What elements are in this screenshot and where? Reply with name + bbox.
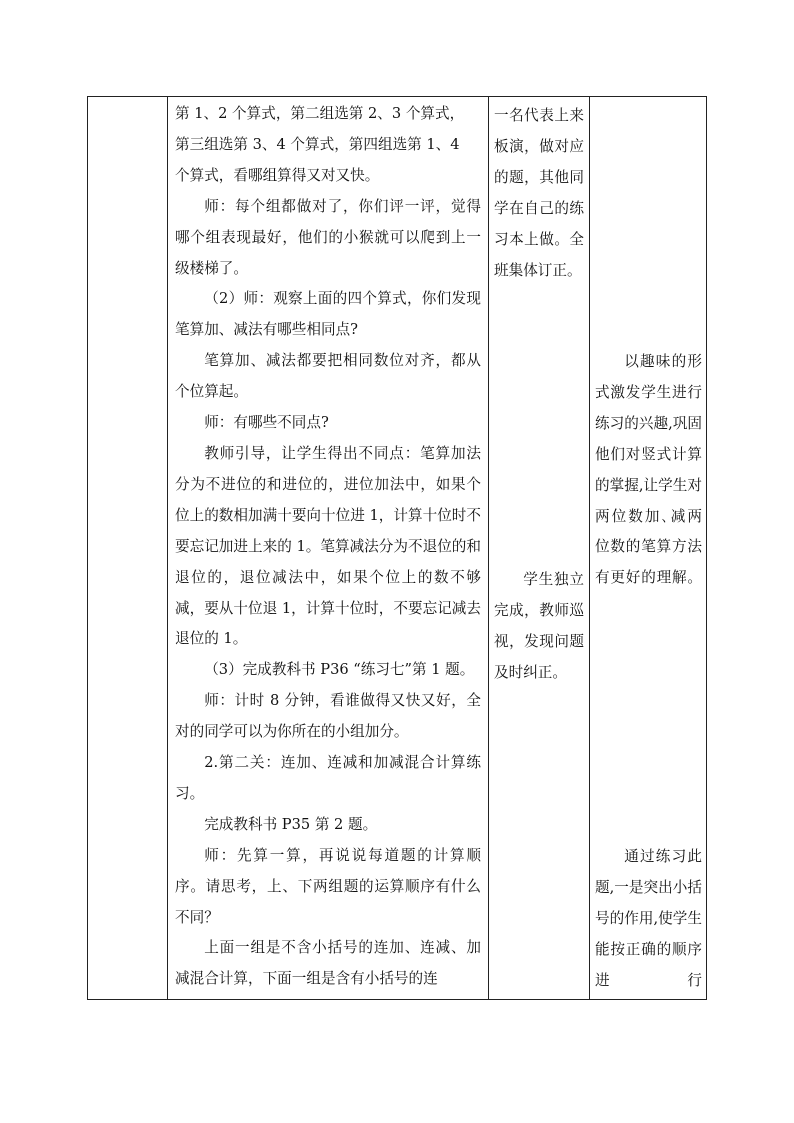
process-paragraph: 第三组选第 3、4 个算式，第四组选第 1、4	[175, 135, 460, 153]
process-paragraph: 师：先算一算，再说说每道题的计算顺序。请思考，上、下两组题的运算顺序有什么不同？	[175, 846, 481, 926]
process-paragraph: 个算式，看哪组算得又对又快。	[175, 166, 380, 184]
design-intent-text: 以趣味的形式激发学生进行练习的兴趣,巩固他们对竖式计算的掌握,让学生对两位数加､减两位数的笔算方法有更好的理解。	[595, 353, 702, 587]
process-paragraph: 师：有哪些不同点?	[204, 414, 329, 432]
student-activity-column	[489, 99, 589, 999]
process-paragraph: 笔算加、减法都要把相同数位对齐，都从个位算起。	[175, 352, 481, 401]
process-paragraph: （3）完成教科书 P36 “练习七”第 1 题。	[204, 661, 475, 679]
stage-column	[88, 97, 167, 999]
design-intent-column	[590, 97, 707, 999]
design-intent-text: 通过练习此题,一是突出小括号的作用,使学生能按正确的顺序进行	[595, 848, 702, 989]
process-paragraph: 完成教科书 P35 第 2 题。	[204, 815, 378, 833]
process-paragraph: （2）师：观察上面的四个算式，你们发现笔算加、减法有哪些相同点?	[175, 290, 481, 339]
process-paragraph: 师：计时 8 分钟，看谁做得又快又好，全对的同学可以为你所在的小组加分。	[175, 692, 481, 741]
process-paragraph: 教师引导，让学生得出不同点：笔算加法分为不进位的和进位的，进位加法中，如果个位上的数相加满十要向十位进 1，计算十位时不要忘记加进上来的 1。笔算减法分为不退位的和退位的，退位减法中，如果个位上的数不够减，要从十位退 1，计算十位时，不要忘记减去退位的 1。	[175, 444, 481, 648]
student-activity-text: 学生独立完成，教师巡视，发现问题及时纠正。	[494, 571, 584, 681]
teaching-process-column	[168, 99, 488, 999]
process-paragraph: 师：每个组都做对了，你们评一评，觉得哪个组表现最好，他们的小猴就可以爬到上一级楼梯了。	[175, 197, 481, 277]
process-paragraph: 2.第二关：连加、连减和加减混合计算练习。	[175, 754, 481, 802]
process-paragraph: 上面一组是不含小括号的连加、连减、加减混合计算，下面一组是含有小括号的连	[175, 939, 481, 988]
process-paragraph: 第 1、2 个算式，第二组选第 2、3 个算式，	[175, 105, 465, 122]
student-activity-text: 一名代表上来板演，做对应的题，其他同学在自己的练习本上做。全班集体订正。	[494, 107, 584, 279]
lesson-plan-table	[87, 96, 707, 1000]
